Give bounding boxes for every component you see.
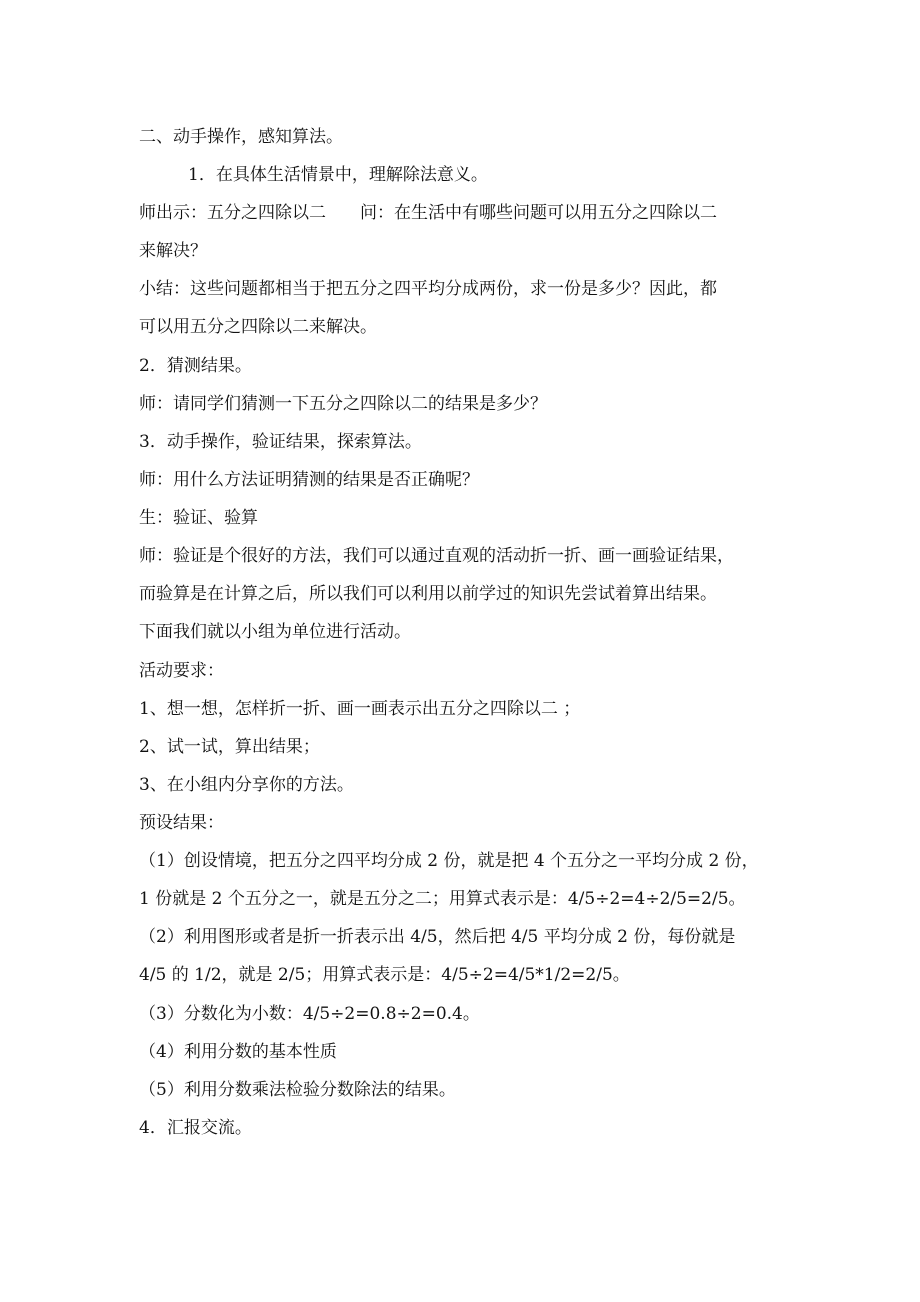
result-5: （5）利用分数乘法检验分数除法的结果。	[139, 1080, 456, 1100]
requirement-1: 1、想一想，怎样折一折、画一画表示出五分之四除以二 ；	[139, 699, 581, 719]
step-3-heading: 3．动手操作，验证结果，探索算法。	[139, 432, 422, 452]
activity-requirements-heading: 活动要求：	[139, 661, 224, 681]
result-2-line-2: 4/5 的 1/2，就是 2/5；用算式表示是：4/5÷2=4/5*1/2=2/5。	[139, 965, 630, 985]
step-2-heading: 2．猜测结果。	[139, 356, 252, 376]
student-answer: 生：验证、验算	[139, 508, 258, 528]
result-2-line-1: （2）利用图形或者是折一折表示出 4/5，然后把 4/5 平均分成 2 份，每份就是	[139, 927, 736, 947]
teacher-explanation-line-2: 而验算是在计算之后，所以我们可以利用以前学过的知识先尝试着算出结果。	[139, 584, 717, 604]
teacher-question-line-2: 来解决？	[139, 241, 207, 261]
requirement-3: 3、在小组内分享你的方法。	[139, 775, 354, 795]
result-1-line-2: 1 份就是 2 个五分之一，就是五分之二；用算式表示是：4/5÷2=4÷2/5=2/5。	[139, 889, 746, 909]
result-1-line-1: （1）创设情境，把五分之四平均分成 2 份，就是把 4 个五分之一平均分成 2 份，	[139, 851, 759, 871]
section-heading: 二、动手操作，感知算法。	[139, 127, 343, 147]
teacher-method-question: 师：用什么方法证明猜测的结果是否正确呢？	[139, 470, 479, 490]
teacher-explanation-line-3: 下面我们就以小组为单位进行活动。	[139, 622, 411, 642]
teacher-guess-prompt: 师：请同学们猜测一下五分之四除以二的结果是多少？	[139, 394, 547, 414]
teacher-question-line-1: 师出示：五分之四除以二 问：在生活中有哪些问题可以用五分之四除以二	[139, 203, 717, 223]
result-3: （3）分数化为小数：4/5÷2=0.8÷2=0.4。	[139, 1004, 480, 1024]
step-4-heading: 4．汇报交流。	[139, 1118, 252, 1138]
expected-results-heading: 预设结果：	[139, 813, 224, 833]
step-1-heading: 1．在具体生活情景中，理解除法意义。	[188, 165, 488, 185]
summary-line-2: 可以用五分之四除以二来解决。	[139, 317, 377, 337]
result-4: （4）利用分数的基本性质	[139, 1042, 337, 1062]
requirement-2: 2、试一试，算出结果；	[139, 737, 320, 757]
teacher-explanation-line-1: 师：验证是个很好的方法，我们可以通过直观的活动折一折、画一画验证结果，	[139, 546, 734, 566]
summary-line-1: 小结：这些问题都相当于把五分之四平均分成两份，求一份是多少？因此，都	[139, 279, 717, 299]
